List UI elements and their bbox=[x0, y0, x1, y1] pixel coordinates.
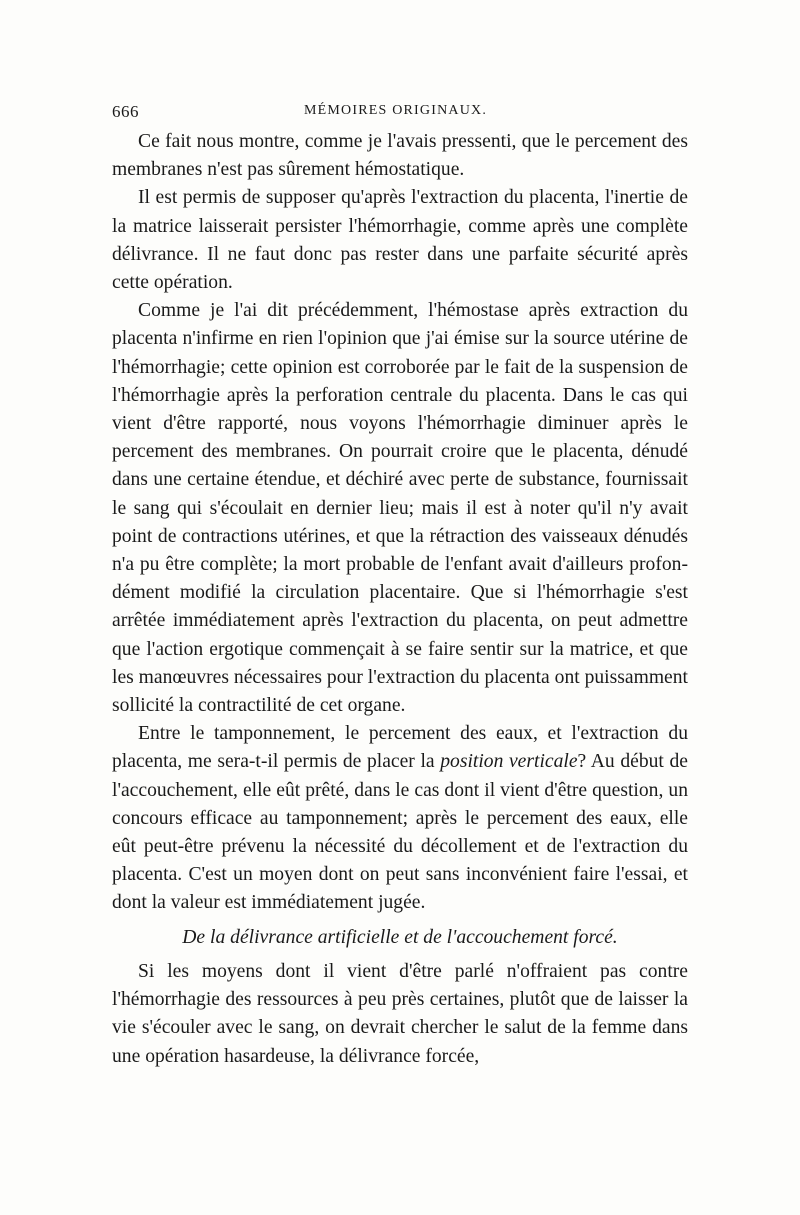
paragraph-hemostasis: Comme je l'ai dit précédemment, l'hémostase après extraction du placenta n'infirme en rien l'opinion que j'ai émise sur la source utérine de l'hémorrhagie; cette opinion est corroborée par le fait de la suspension de l'hémorrhagie après la perforation centrale du placenta. Dans le cas qui vient d'être rapporté, nous voyons l'hémorrhagie diminuer après le percement des membranes. On pourrait croire que le placenta, dénudé dans une certaine étendue, et déchiré avec perte de substance, fournissait le sang qui s'écoulait en dernier lieu; mais il est à noter qu'il n'y avait point de contractions utérines, et que la rétraction des vaisseaux dénudés n'a pu être complète; la mort probable de l'enfant avait d'ailleurs profondément modifié la circulation placentaire. Que si l'hémorrhagie s'est arrêtée immédiatement après l'extraction du placenta, on peut admettre que l'action ergotique commençait à se faire sentir sur la matrice, et que les manœuvres nécessaires pour l'extraction du placenta ont puissamment sollicité la contractilité de cet organe. bbox=[112, 300, 688, 717]
body-text bbox=[112, 128, 688, 1071]
emphasis-position-verticale: position verticale bbox=[440, 751, 578, 773]
paragraph-membranes: Ce fait nous montre, comme je l'avais pressenti, que le percement des membranes n'est pas sûrement hémostatique. bbox=[112, 131, 688, 181]
paragraph-vertical-position bbox=[112, 720, 688, 917]
running-head bbox=[112, 102, 688, 124]
page-number: 666 bbox=[112, 102, 139, 121]
paragraph-text-after: ? Au début de l'accouchement, elle eût prêté, dans le cas dont il vient d'être question, un concours efficace au tamponnement; après le percement des eaux, elle eût peut-être prévenu la nécessité du décollement et de l'extraction du placenta. C'est un moyen dont on peut sans inconvénient faire l'essai, et dont la valeur est immédiatement jugée. bbox=[112, 751, 688, 914]
section-heading: De la délivrance artificielle et de l'accouchement forcé. bbox=[182, 926, 618, 948]
paragraph-forced-delivery: Si les moyens dont il vient d'être parlé n'offraient pas contre l'hémorrhagie des ressources à peu près certaines, plutôt que de laisser la vie s'écouler avec le sang, on devrait chercher le salut de la femme dans une opération hasardeuse, la délivrance forcée, bbox=[112, 960, 688, 1067]
paragraph-inertia: Il est permis de supposer qu'après l'extraction du placenta, l'inertie de la matrice laisserait persister l'hémorrhagie, comme après une complète délivrance. Il ne faut donc pas rester dans une parfaite sécurité après cette opération. bbox=[112, 187, 688, 294]
running-title: MÉMOIRES ORIGINAUX. bbox=[304, 103, 488, 118]
paragraph-text-before: Entre le tamponnement, le percement des eaux, et l'extraction du placenta, me sera-t-il permis de placer la bbox=[112, 723, 688, 773]
